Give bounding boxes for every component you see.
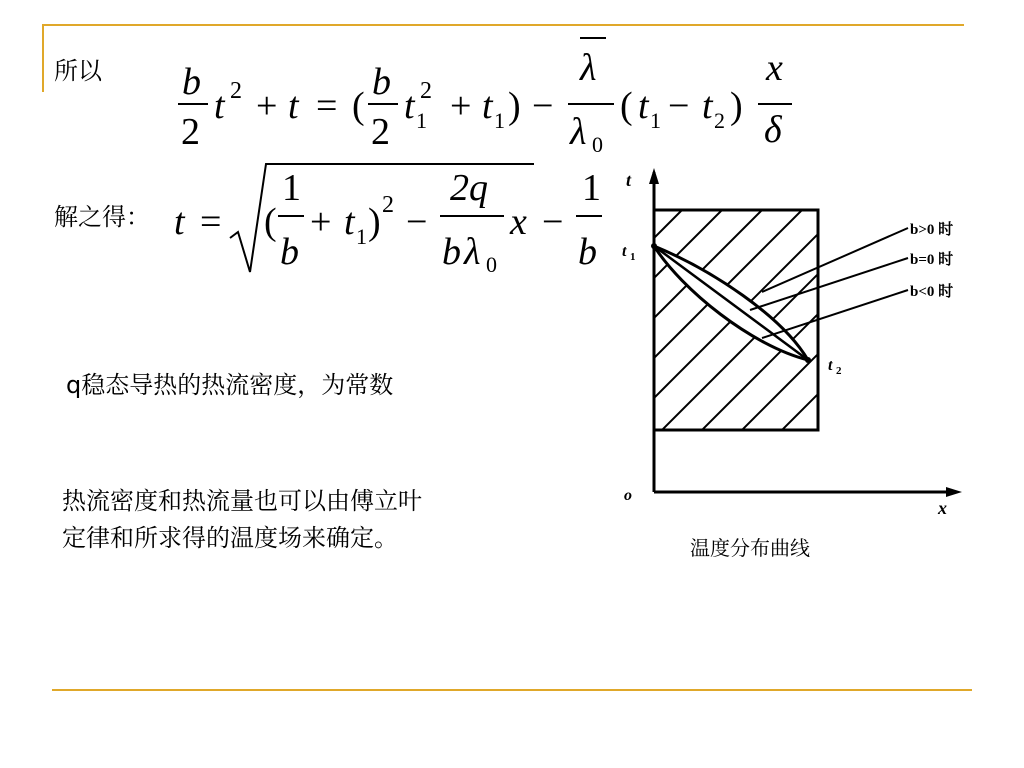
eq1-lhs-b: b (182, 61, 201, 103)
eq1-sq: 2 (230, 78, 242, 104)
eq1-minus: − (532, 85, 554, 127)
eq2-den-lambda: λ (464, 231, 481, 273)
t-axis-arrow (649, 168, 659, 184)
eq2-minus: − (406, 201, 428, 243)
eq1-rparen2: ) (730, 85, 743, 127)
origin-label: o (624, 487, 632, 504)
label-suoyi: 所以 (54, 57, 102, 85)
x-axis-arrow (946, 487, 962, 497)
eq1-rparen: ) (508, 85, 521, 127)
eq1-two2: 2 (371, 111, 390, 153)
eq1-b2: b (372, 61, 391, 103)
eq1-sub2: 2 (714, 108, 725, 133)
eq1-lambda0: λ (570, 111, 587, 153)
eq1-equals: = (316, 85, 338, 127)
eq1-sub1c: 1 (650, 108, 661, 133)
eq1-lparen2: ( (620, 85, 633, 127)
eq2-num-2q: 2q (450, 167, 488, 209)
curve-b-zero (654, 246, 808, 360)
eq1-t2c: t (702, 85, 713, 127)
eq1-t1c: t (638, 85, 649, 127)
point-t2 (805, 357, 811, 363)
legend-b-zero: b=0 时 (910, 252, 954, 268)
eq2-den-b: b (442, 231, 461, 273)
eq1-t: t (214, 85, 225, 127)
axis-label-t: t (626, 170, 632, 190)
eq2-x: x (510, 201, 527, 243)
eq1-sub1b: 1 (494, 108, 505, 133)
eq1-plus2: + (450, 85, 472, 127)
eq2-sub0: 0 (486, 252, 497, 277)
eq2-minus2: − (542, 201, 564, 243)
eq2-plus: + (310, 201, 332, 243)
eq1-lhs-two: 2 (181, 111, 200, 153)
eq1-lambda-bar: λ (580, 47, 597, 89)
eq1-minus2: − (668, 85, 690, 127)
eq1-t1b: t (482, 85, 493, 127)
eq1-sub0: 0 (592, 132, 603, 156)
eq2-sub1: 1 (356, 224, 367, 249)
eq2-one2: 1 (582, 167, 601, 209)
legend-b-positive: b>0 时 (910, 222, 954, 238)
eq1-sq2: 2 (420, 78, 432, 104)
eq2-b: b (280, 231, 299, 273)
eq1-x: x (766, 47, 783, 89)
q-note: q稳态导热的热流密度，为常数 (66, 371, 394, 399)
eq1-t-2: t (288, 85, 299, 127)
leader-b-negative (762, 290, 908, 338)
leader-b-zero (750, 258, 908, 310)
eq1-t1: t (404, 85, 415, 127)
eq2-t: t (174, 201, 185, 243)
label-jiezhide: 解之得： (54, 203, 150, 231)
label-t2: t (828, 357, 833, 374)
eq2-t1: t (344, 201, 355, 243)
legend-b-negative: b<0 时 (910, 284, 954, 300)
label-t1: t (622, 243, 627, 260)
axis-label-x: x (938, 498, 947, 518)
eq2-lparen: ( (264, 201, 277, 243)
label-t2-sub: 2 (836, 365, 842, 377)
conclusion-line-2: 定律和所求得的温度场来确定。 (62, 524, 398, 552)
eq2-equals: = (200, 201, 222, 243)
conclusion-line-1: 热流密度和热流量也可以由傅立叶 (62, 487, 422, 515)
eq2-sq: 2 (382, 192, 394, 218)
equation-1 (168, 26, 808, 156)
figure-caption: 温度分布曲线 (690, 536, 810, 560)
temperature-distribution-figure (612, 166, 992, 528)
label-t1-sub: 1 (630, 251, 636, 263)
eq1-lparen: ( (352, 85, 365, 127)
eq1-plus: + (256, 85, 278, 127)
top-left-rule (42, 24, 44, 92)
point-t1 (651, 243, 657, 249)
equation-2 (168, 160, 608, 284)
eq2-rparen: ) (368, 201, 381, 243)
eq1-delta: δ (764, 109, 782, 151)
eq2-one: 1 (282, 167, 301, 209)
eq1-sub1: 1 (416, 108, 427, 133)
bottom-rule (52, 689, 972, 691)
eq2-b2: b (578, 231, 597, 273)
